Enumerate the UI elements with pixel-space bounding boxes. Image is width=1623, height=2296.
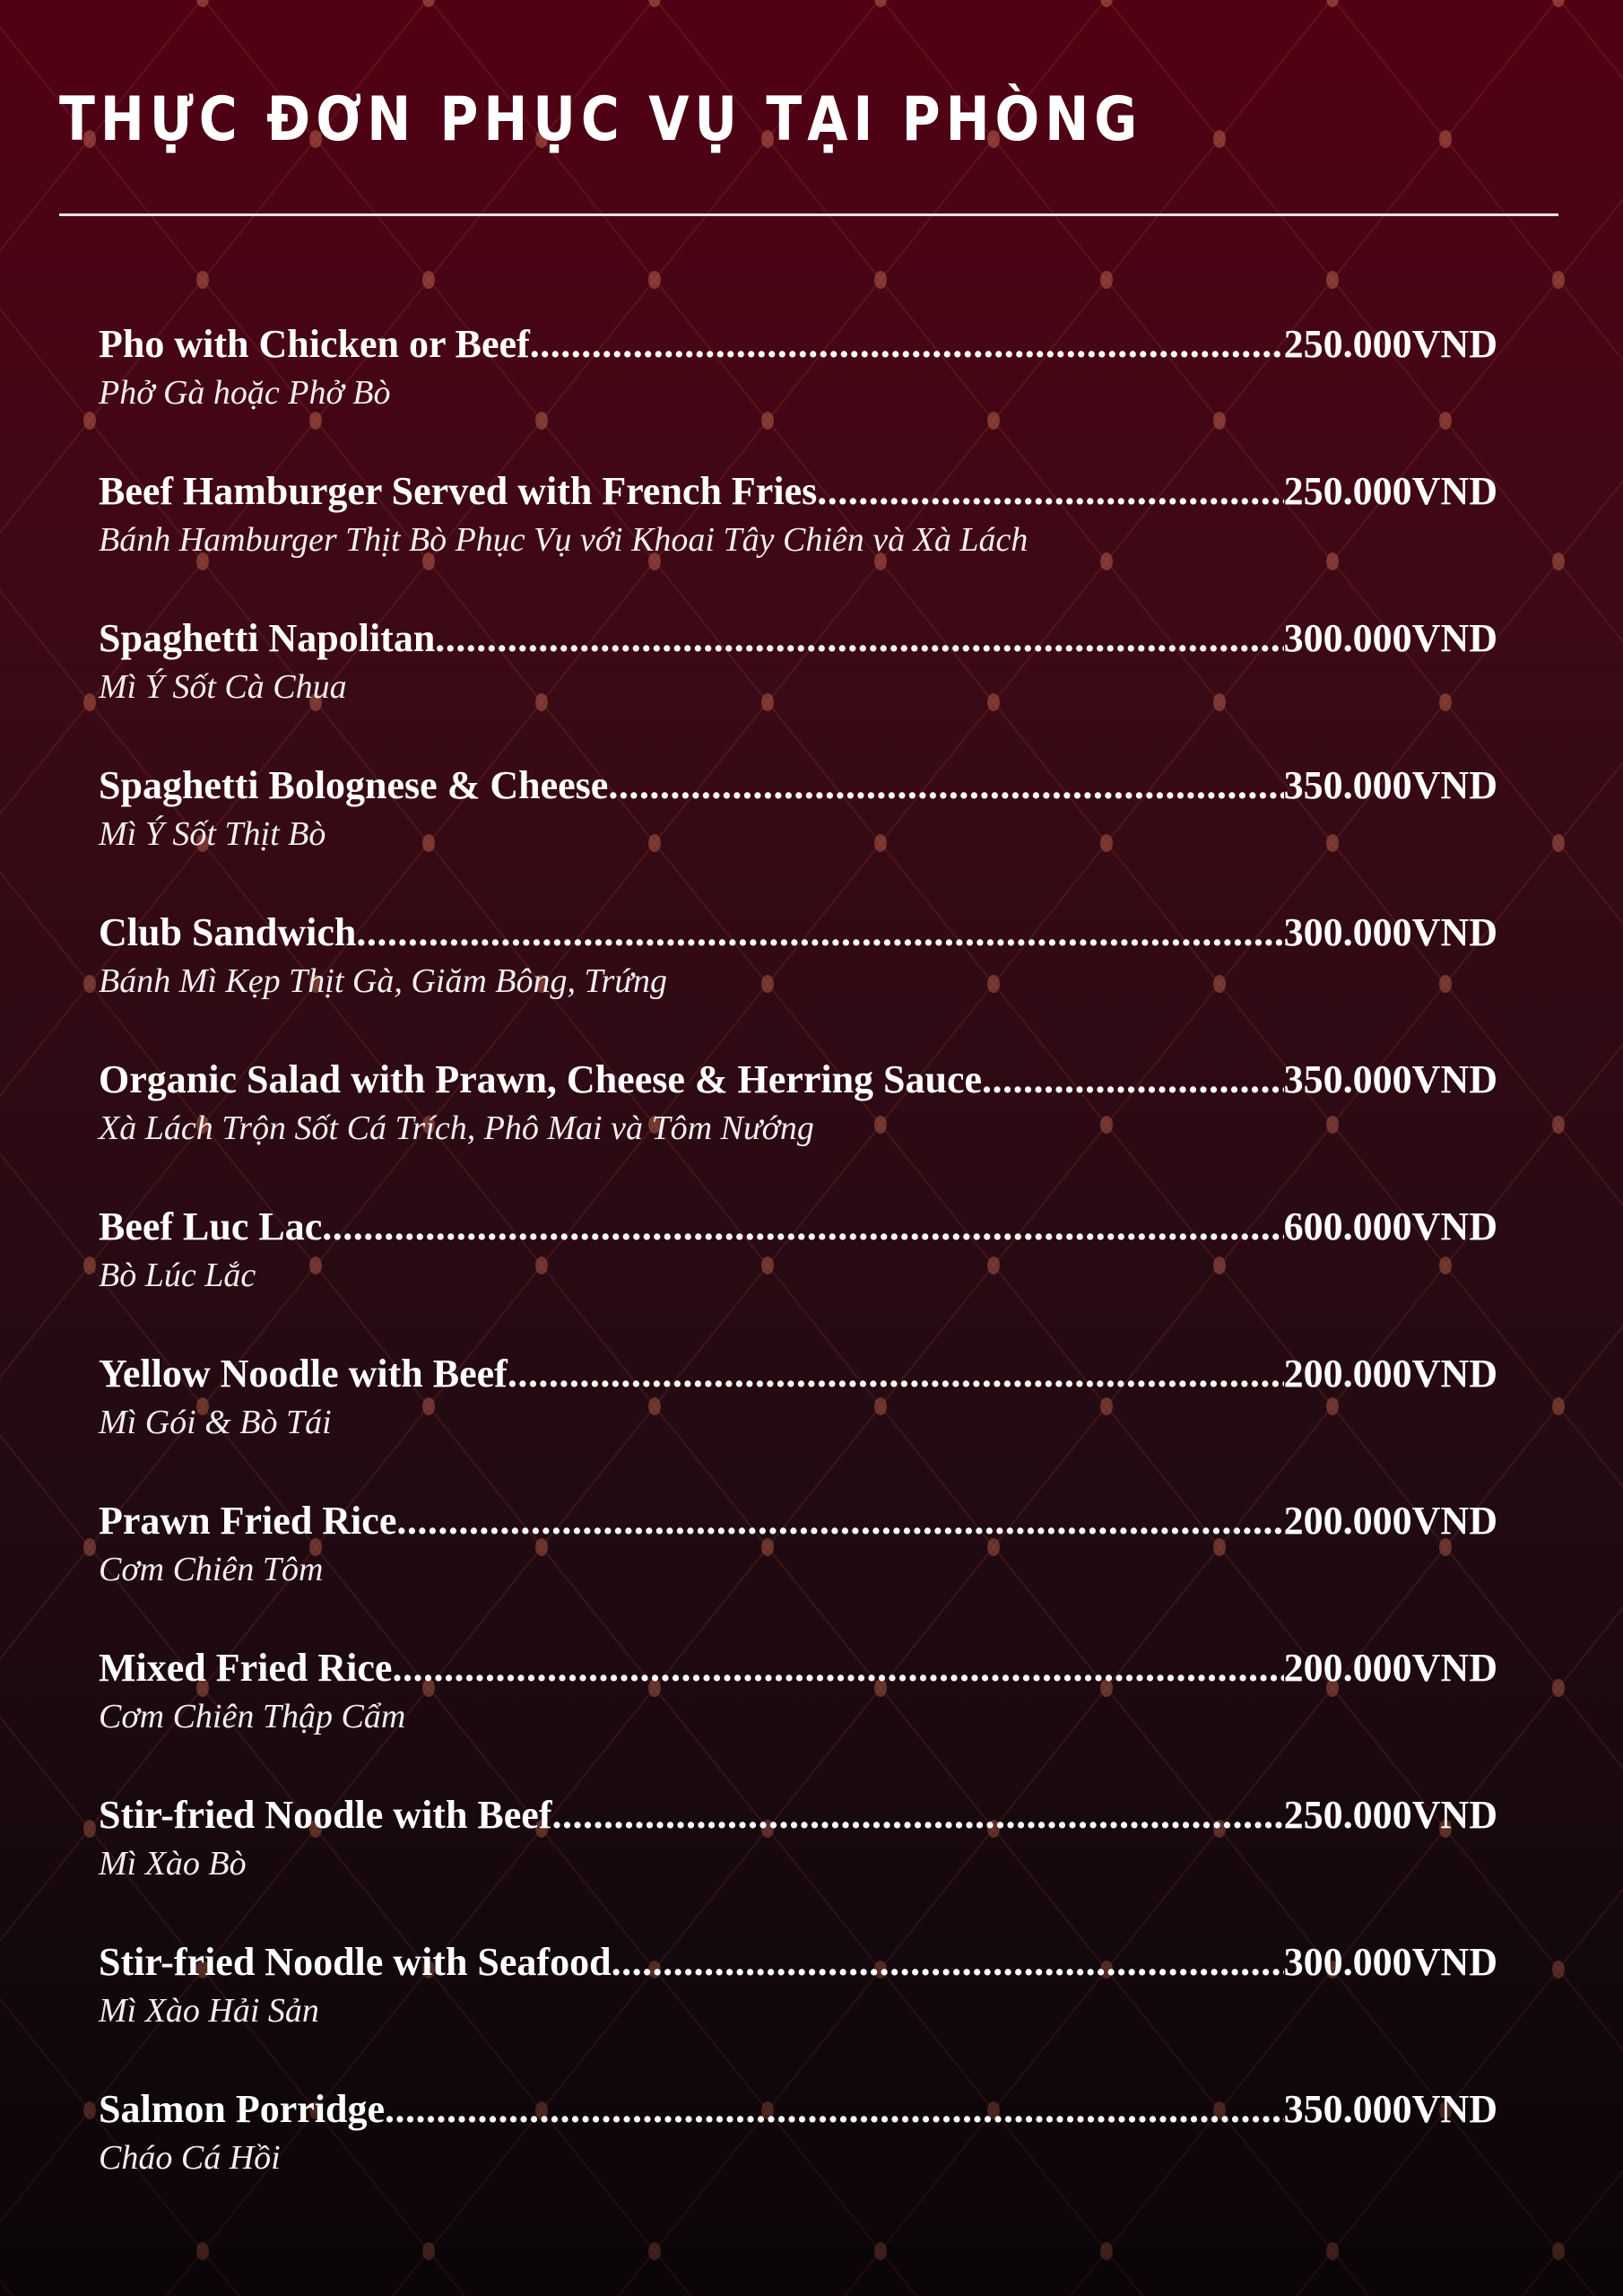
menu-item-vietnamese-name: Mì Gói & Bò Tái: [99, 1404, 332, 1441]
menu-list: [99, 319, 1497, 2231]
menu-item-name: Stir-fried Noodle with Beef: [99, 1793, 552, 1837]
menu-item-name: Club Sandwich: [99, 910, 357, 954]
menu-item: [99, 761, 1497, 908]
menu-item-vietnamese-name: Bò Lúc Lắc: [99, 1257, 256, 1294]
menu-item: [99, 1937, 1497, 2084]
dot-leader: [612, 1937, 1284, 1987]
menu-item-price: 200.000VND: [1283, 1352, 1497, 1396]
menu-item: [99, 613, 1497, 761]
menu-item-price: 250.000VND: [1283, 469, 1497, 513]
menu-item-line: [99, 1202, 1497, 1252]
menu-item: [99, 1349, 1497, 1496]
menu-item: [99, 1202, 1497, 1349]
menu-item-line: [99, 908, 1497, 958]
menu-item-price: 200.000VND: [1283, 1646, 1497, 1690]
menu-item-price: 350.000VND: [1283, 1057, 1497, 1101]
menu-item-line: [99, 319, 1497, 370]
menu-item: [99, 1643, 1497, 1790]
menu-item-line: [99, 1790, 1497, 1840]
dot-leader: [392, 1643, 1283, 1693]
menu-item-line: [99, 466, 1497, 517]
menu-item-price: 250.000VND: [1283, 1793, 1497, 1837]
dot-leader: [817, 466, 1283, 517]
menu-item-line: [99, 1937, 1497, 1987]
menu-item-price: 300.000VND: [1283, 910, 1497, 954]
menu-item-vietnamese-name: Bánh Hamburger Thịt Bò Phục Vụ với Khoai Tây Chiên và Xà Lách: [99, 521, 1028, 559]
menu-item-vietnamese-name: Mì Xào Bò: [99, 1845, 247, 1883]
menu-item-vietnamese-name: Cơm Chiên Thập Cẩm: [99, 1698, 406, 1735]
menu-item-vietnamese-name: Cơm Chiên Tôm: [99, 1551, 324, 1588]
menu-item-vietnamese-name: Mì Ý Sốt Cà Chua: [99, 668, 347, 706]
menu-item: [99, 1055, 1497, 1202]
dot-leader: [982, 1055, 1284, 1105]
menu-item-line: [99, 613, 1497, 664]
menu-item-vietnamese-name: Bánh Mì Kẹp Thịt Gà, Giăm Bông, Trứng: [99, 962, 668, 1000]
menu-item-name: Salmon Porridge: [99, 2087, 385, 2131]
menu-item-vietnamese-name: Phở Gà hoặc Phở Bò: [99, 374, 391, 412]
page-title: THỰC ĐƠN PHỤC VỤ TẠI PHÒNG: [59, 84, 1143, 155]
dot-leader: [508, 1349, 1284, 1399]
menu-item: [99, 1790, 1497, 1937]
menu-item-name: Yellow Noodle with Beef: [99, 1352, 508, 1396]
dot-leader: [530, 319, 1284, 370]
menu-item-price: 600.000VND: [1283, 1205, 1497, 1248]
menu-item-name: Stir-fried Noodle with Seafood: [99, 1940, 612, 1984]
menu-item-line: [99, 761, 1497, 811]
menu-item-name: Spaghetti Napolitan: [99, 616, 436, 660]
menu-item: [99, 319, 1497, 466]
dot-leader: [551, 1790, 1283, 1840]
dot-leader: [396, 1496, 1283, 1546]
menu-item-name: Organic Salad with Prawn, Cheese & Herring Sauce: [99, 1057, 983, 1101]
menu-item-price: 300.000VND: [1283, 616, 1497, 660]
dot-leader: [356, 908, 1283, 958]
menu-item: [99, 2084, 1497, 2231]
menu-item-vietnamese-name: Xà Lách Trộn Sốt Cá Trích, Phô Mai và Tôm Nướng: [99, 1109, 814, 1147]
menu-item: [99, 908, 1497, 1055]
menu-item-name: Mixed Fried Rice: [99, 1646, 393, 1690]
menu-item-line: [99, 2084, 1497, 2135]
menu-item-price: 200.000VND: [1283, 1499, 1497, 1543]
menu-item-vietnamese-name: Mì Xào Hải Sản: [99, 1992, 319, 2030]
menu-item: [99, 1496, 1497, 1643]
menu-item-name: Beef Hamburger Served with French Fries: [99, 469, 818, 513]
dot-leader: [385, 2084, 1284, 2135]
menu-item-name: Prawn Fried Rice: [99, 1499, 397, 1543]
menu-item-line: [99, 1055, 1497, 1105]
menu-item-price: 350.000VND: [1283, 763, 1497, 807]
dot-leader: [435, 613, 1283, 664]
menu-item-price: 300.000VND: [1283, 1940, 1497, 1984]
menu-item-line: [99, 1496, 1497, 1546]
menu-item-vietnamese-name: Mì Ý Sốt Thịt Bò: [99, 815, 326, 853]
title-divider: [59, 213, 1558, 216]
menu-item-name: Beef Luc Lac: [99, 1205, 323, 1248]
menu-item-name: Pho with Chicken or Beef: [99, 322, 530, 366]
menu-item: [99, 466, 1497, 613]
menu-item-name: Spaghetti Bolognese & Cheese: [99, 763, 609, 807]
menu-item-vietnamese-name: Cháo Cá Hồi: [99, 2139, 281, 2177]
menu-item-price: 250.000VND: [1283, 322, 1497, 366]
menu-item-price: 350.000VND: [1283, 2087, 1497, 2131]
dot-leader: [608, 761, 1283, 811]
menu-item-line: [99, 1643, 1497, 1693]
menu-item-line: [99, 1349, 1497, 1399]
dot-leader: [322, 1202, 1283, 1252]
